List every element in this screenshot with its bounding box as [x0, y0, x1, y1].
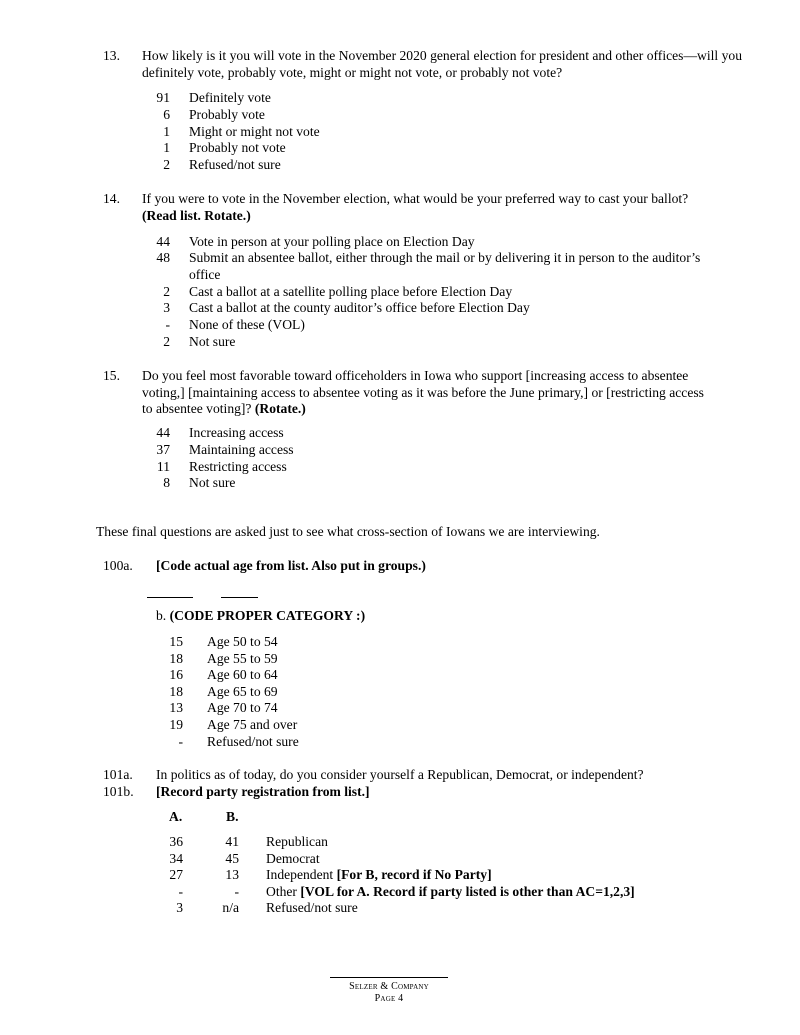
- answer-value: 37: [156, 442, 170, 457]
- answer-value: 6: [163, 107, 170, 122]
- cell-b: 45: [225, 851, 239, 866]
- cell-label: [266, 834, 328, 851]
- column-header-b: B.: [226, 809, 239, 824]
- answer-label: Vote in person at your polling place on Election Day: [189, 234, 475, 249]
- question-prefix: b.: [156, 608, 167, 623]
- answer-value: 2: [163, 157, 170, 172]
- answer-label: Age 65 to 69: [207, 684, 278, 699]
- answer-label: Age 70 to 74: [207, 700, 278, 715]
- answer-value: 16: [169, 667, 183, 682]
- footer-company: Selzer & Company: [349, 981, 429, 992]
- answer-label: Not sure: [189, 334, 236, 349]
- row-label: Refused/not sure: [266, 900, 358, 915]
- answer-value: 18: [169, 651, 183, 666]
- question-instruction: (Read list. Rotate.): [142, 207, 251, 223]
- answer-value: 3: [163, 300, 170, 315]
- question-number: 14.: [103, 191, 120, 206]
- cell-b: 41: [225, 834, 239, 849]
- question-text-line: to absentee voting]?: [142, 401, 252, 417]
- answer-label: Definitely vote: [189, 90, 271, 105]
- row-note: [VOL for A. Record if party listed is other than AC=1,2,3]: [300, 884, 635, 899]
- answer-value: 15: [169, 634, 183, 649]
- question-text: [156, 608, 365, 625]
- answer-value: 19: [169, 717, 183, 732]
- cell-b: 13: [225, 867, 239, 882]
- cell-a: 34: [169, 851, 183, 866]
- answer-label: Age 75 and over: [207, 717, 298, 732]
- age-blank-line: [147, 597, 193, 598]
- cell-b: -: [234, 884, 239, 899]
- answer-value: 2: [163, 334, 170, 349]
- cell-label: [266, 884, 635, 901]
- question-text-line: Do you feel most favorable toward officeholders in Iowa who support [increasing access to absentee: [142, 368, 689, 383]
- answer-value: 2: [163, 284, 170, 299]
- answer-label: Refused/not sure: [207, 734, 299, 749]
- answer-value: 11: [156, 459, 170, 474]
- question-number: 101b.: [103, 784, 134, 799]
- answer-label: Not sure: [189, 475, 236, 490]
- cell-b: n/a: [222, 900, 239, 915]
- answer-label: Cast a ballot at the county auditor’s office before Election Day: [189, 300, 530, 315]
- question-number: 13.: [103, 48, 120, 63]
- section-intro: These final questions are asked just to see what cross-section of Iowans we are interviewing.: [96, 524, 600, 539]
- answer-label: Submit an absentee ballot, either through the mail or by delivering it in person to the auditor’s: [189, 250, 701, 265]
- column-header-a: A.: [169, 809, 183, 824]
- answer-label: Increasing access: [189, 425, 284, 440]
- question-text: In politics as of today, do you consider yourself a Republican, Democrat, or independent?: [156, 767, 644, 782]
- question-text: [142, 191, 742, 224]
- answer-label: Probably not vote: [189, 140, 286, 155]
- answer-label: Age 60 to 64: [207, 667, 278, 682]
- question-text-body: If you were to vote in the November election, what would be your preferred way to cast your ballot?: [142, 191, 689, 206]
- answer-label-continued: office: [189, 267, 221, 282]
- answer-value: 1: [163, 124, 170, 139]
- answer-label: Probably vote: [189, 107, 265, 122]
- cell-label: [266, 851, 320, 868]
- footer-page-number: Page 4: [374, 993, 404, 1004]
- answer-label: Age 55 to 59: [207, 651, 278, 666]
- answer-value: -: [178, 734, 183, 749]
- question-instruction: (CODE PROPER CATEGORY :): [169, 608, 366, 623]
- question-text-line: voting,] [maintaining access to absentee voting as it was before the June primary,] or [restricting access: [142, 384, 704, 400]
- cell-label: [266, 867, 492, 884]
- answer-value: 44: [156, 425, 170, 440]
- cell-label: [266, 900, 358, 917]
- row-label: Democrat: [266, 851, 320, 866]
- question-text: How likely is it you will vote in the November 2020 general election for president and other offices—will you definitely vote, probably vote, might or might not vote, or probably not vote?: [142, 48, 742, 80]
- footer-rule: [330, 977, 448, 978]
- age-blank-line: [221, 597, 258, 598]
- answer-value: -: [165, 317, 170, 332]
- row-note: [For B, record if No Party]: [336, 867, 492, 882]
- answer-label: Refused/not sure: [189, 157, 281, 172]
- question-number: 15.: [103, 368, 120, 383]
- answer-value: 91: [156, 90, 170, 105]
- question-instruction: [Code actual age from list. Also put in groups.): [156, 558, 426, 573]
- cell-a: 3: [176, 900, 183, 915]
- answer-value: 48: [156, 250, 170, 265]
- cell-a: 36: [169, 834, 183, 849]
- answer-value: 18: [169, 684, 183, 699]
- answer-label: Maintaining access: [189, 442, 294, 457]
- row-label: Republican: [266, 834, 328, 849]
- question-number: 101a.: [103, 767, 133, 782]
- question-number: 100a.: [103, 558, 133, 573]
- answer-value: 13: [169, 700, 183, 715]
- cell-a: -: [178, 884, 183, 899]
- answer-label: None of these (VOL): [189, 317, 305, 332]
- answer-label: Age 50 to 54: [207, 634, 278, 649]
- answer-value: 44: [156, 234, 170, 249]
- answer-label: Restricting access: [189, 459, 287, 474]
- question-instruction: (Rotate.): [254, 401, 306, 417]
- row-label: Independent: [266, 867, 334, 882]
- answer-value: 1: [163, 140, 170, 155]
- cell-a: 27: [169, 867, 183, 882]
- answer-label: Might or might not vote: [189, 124, 320, 139]
- question-text: [142, 368, 742, 418]
- row-label: Other: [266, 884, 297, 899]
- question-instruction: [Record party registration from list.]: [156, 784, 370, 799]
- answer-value: 8: [163, 475, 170, 490]
- answer-label: Cast a ballot at a satellite polling place before Election Day: [189, 284, 513, 299]
